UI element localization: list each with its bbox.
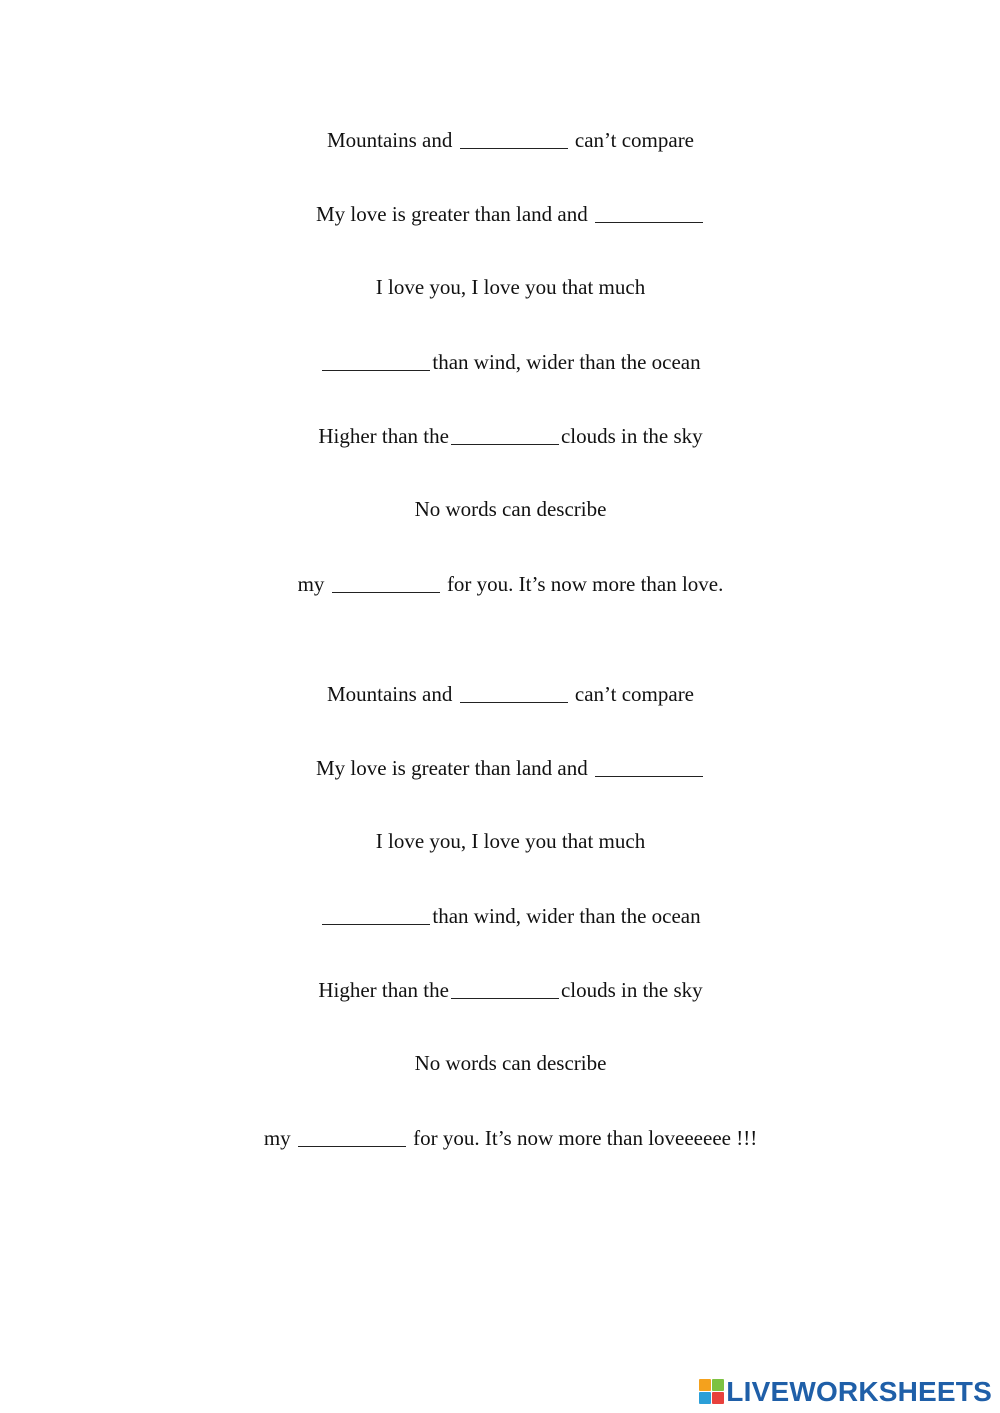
lyric-line: Mountains and can’t compare — [326, 682, 695, 706]
liveworksheets-brand[interactable] — [699, 1377, 992, 1407]
answer-blank[interactable] — [451, 422, 559, 445]
answer-blank[interactable] — [322, 348, 430, 371]
answer-blank[interactable] — [298, 1124, 406, 1147]
stanza-1 — [0, 94, 1000, 612]
answer-blank[interactable] — [595, 754, 703, 777]
lyric-line: my for you. It’s now more than love. — [297, 572, 724, 596]
answer-blank[interactable] — [460, 126, 568, 149]
lyric-line: Higher than the clouds in the sky — [318, 978, 703, 1002]
stanza-2 — [0, 648, 1000, 1166]
lyric-line: than wind, wider than the ocean — [0, 870, 1000, 944]
brand-name: LIVEWORKSHEETS — [726, 1376, 992, 1407]
answer-blank[interactable] — [332, 570, 440, 593]
answer-blank[interactable] — [451, 976, 559, 999]
lyric-line: My love is greater than land and — [0, 168, 1000, 242]
lyric-line: No words can describe — [414, 1051, 607, 1075]
lyric-line: my for you. It’s now more than loveeeeee !!! — [263, 1126, 758, 1150]
answer-blank[interactable] — [595, 200, 703, 223]
lyric-line: I love you, I love you that much — [375, 275, 646, 299]
lyric-line: No words can describe — [414, 497, 607, 521]
answer-blank[interactable] — [460, 680, 568, 703]
lyric-line: than wind, wider than the ocean — [0, 316, 1000, 390]
lyric-line: Mountains and can’t compare — [326, 128, 695, 152]
lyric-line: Higher than the clouds in the sky — [318, 424, 703, 448]
liveworksheets-logo-icon — [699, 1379, 725, 1405]
lyric-line: I love you, I love you that much — [375, 829, 646, 853]
lyric-line: My love is greater than land and — [0, 722, 1000, 796]
answer-blank[interactable] — [322, 902, 430, 925]
